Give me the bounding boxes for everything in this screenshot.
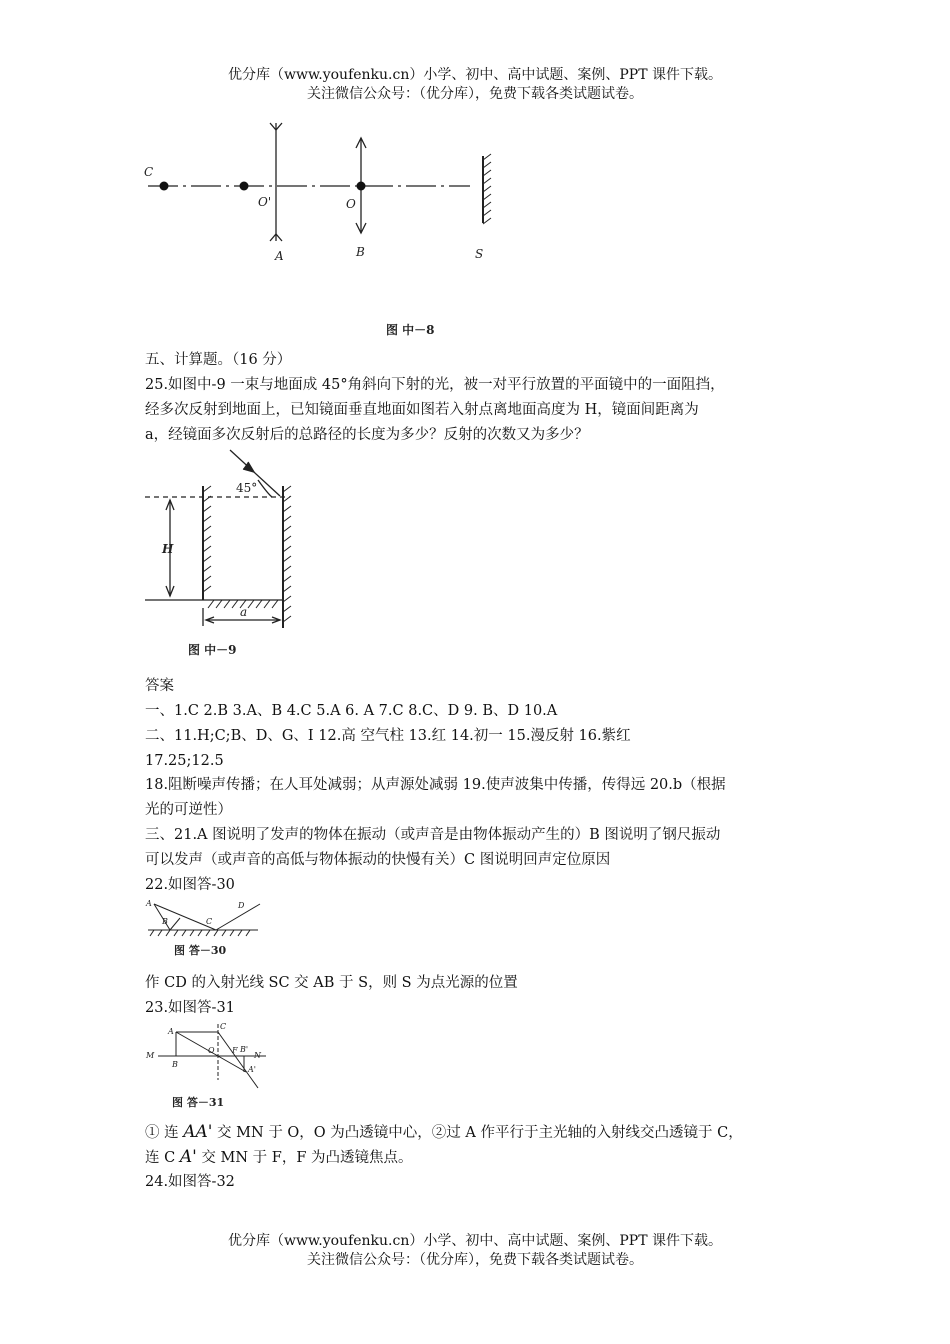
label-o: O: [346, 197, 356, 211]
label-b: B: [172, 1060, 178, 1069]
header-line-1: 优分库（www.youfenku.cn）小学、初中、高中试题、案例、PPT 课件下载。: [227, 67, 722, 83]
figure-30: [140, 896, 270, 962]
q23-answer-line1: [145, 1123, 743, 1143]
q23-text1b: 交 MN 于 O，O 为凸透镜中心，②过 A 作平行于主光轴的入射线交凸透镜于 C，: [212, 1125, 743, 1141]
point-c: [160, 182, 169, 191]
answers-title: 答案: [145, 678, 174, 694]
q23-text1a: ① 连: [145, 1125, 184, 1141]
figure-9: [140, 448, 300, 664]
label-o-prime: O': [258, 195, 272, 209]
label-b: B: [162, 917, 168, 926]
figure-8: [140, 118, 500, 348]
caption-fig30: 图 答－30: [174, 944, 227, 957]
q25-line3: a，经镜面多次反射后的总路径的长度为多少？反射的次数又为多少？: [145, 427, 589, 443]
answers-line2: 二、11.H;C;B、D、G、I 12.高 空气柱 13.红 14.初一 15.漫反射 16.紫红: [145, 728, 631, 744]
label-f: F: [232, 1046, 238, 1055]
caption-fig9: 图 中－9: [188, 643, 237, 657]
label-a: A: [275, 249, 284, 263]
q22-label: 22.如图答-30: [145, 877, 235, 893]
point-o: [357, 182, 366, 191]
answers-line7: 可以发声（或声音的高低与物体振动的快慢有关）C 图说明回声定位原因: [145, 852, 611, 868]
page-footer: [0, 1232, 950, 1270]
label-b-prime: B': [240, 1045, 249, 1054]
label-b: B: [356, 245, 365, 259]
label-a: A: [146, 899, 152, 908]
answers-line4: 18.阻断噪声传播；在人耳处减弱；从声源处减弱 19.使声波集中传播，传得远 20.b（根据: [145, 777, 726, 793]
figure-31: [140, 1018, 270, 1112]
label-c: C: [144, 165, 154, 179]
label-c: C: [206, 917, 213, 926]
q25-line1: 25.如图中-9 一束与地面成 45°角斜向下射的光，被一对平行放置的平面镜中的一面阻挡，: [145, 377, 725, 393]
label-d: D: [238, 901, 245, 910]
label-c: C: [220, 1022, 227, 1031]
header-line-2: 关注微信公众号：（优分库），免费下载各类试题试卷。: [307, 86, 643, 102]
caption-fig8: 图 中－8: [386, 323, 435, 337]
label-a: a: [240, 605, 248, 619]
footer-line-2: 关注微信公众号：（优分库），免费下载各类试题试卷。: [307, 1252, 643, 1268]
answers-line6: 三、21.A 图说明了发声的物体在振动（或声音是由物体振动产生的）B 图说明了钢尺振动: [145, 827, 721, 843]
page-header: [0, 66, 950, 104]
answers-line1: 一、1.C 2.B 3.A、B 4.C 5.A 6. A 7.C 8.C、D 9. B、D 10.A: [145, 703, 558, 719]
label-s: S: [475, 247, 484, 261]
q23-aa: AA': [183, 1122, 213, 1142]
label-n: N: [254, 1051, 261, 1060]
point-mid: [240, 182, 249, 191]
label-45: 45°: [236, 481, 258, 495]
label-m: M: [146, 1051, 155, 1060]
q23-ap: A': [179, 1147, 197, 1167]
label-o: O: [208, 1046, 215, 1055]
label-h: H: [162, 542, 174, 556]
footer-line-1: 优分库（www.youfenku.cn）小学、初中、高中试题、案例、PPT 课件下载。: [227, 1233, 722, 1249]
answers-line3: 17.25;12.5: [145, 753, 224, 769]
q24-label: 24.如图答-32: [145, 1174, 235, 1190]
q23-label: 23.如图答-31: [145, 1000, 235, 1016]
label-a: A: [168, 1027, 174, 1036]
q23-answer-line2: [145, 1148, 412, 1168]
label-a-prime: A': [248, 1065, 256, 1074]
caption-fig31: 图 答－31: [172, 1096, 225, 1109]
answers-line5: 光的可逆性）: [145, 802, 232, 818]
q23-text2a: 连 C: [145, 1150, 180, 1166]
q22-answer: 作 CD 的入射光线 SC 交 AB 于 S，则 S 为点光源的位置: [145, 975, 518, 991]
section5-title: 五、计算题。（16 分）: [145, 352, 292, 368]
q25-line2: 经多次反射到地面上，已知镜面垂直地面如图若入射点离地面高度为 H，镜面间距离为: [145, 402, 699, 418]
q23-text2b: 交 MN 于 F，F 为凸透镜焦点。: [196, 1150, 413, 1166]
